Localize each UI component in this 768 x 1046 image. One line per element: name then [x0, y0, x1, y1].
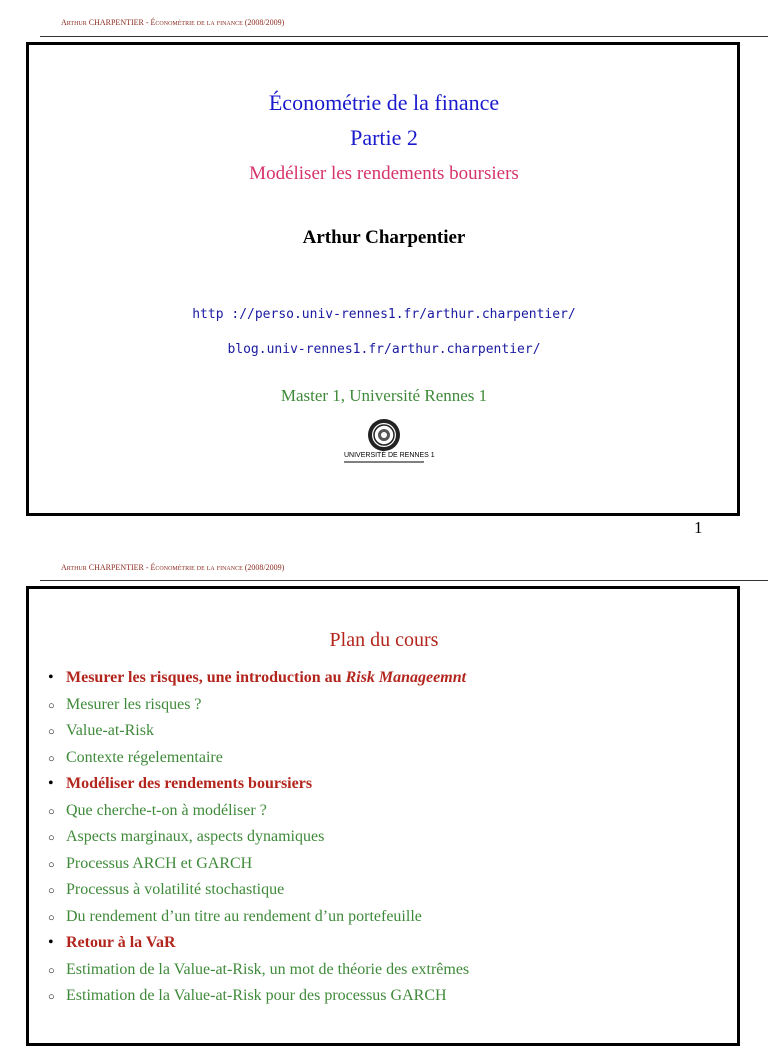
plan-item-text: Processus à volatilité stochastique [66, 881, 285, 898]
university-logo [344, 418, 435, 468]
header-rule-page2 [40, 580, 768, 581]
plan-item [48, 721, 154, 742]
plan-item-text: Processus ARCH et GARCH [66, 854, 253, 872]
university-logo-text: UNIVERSITÉ DE RENNES 1 [344, 452, 435, 459]
hollow-bullet-icon: ○ [48, 805, 55, 818]
plan-title: Plan du cours [329, 629, 439, 651]
filled-bullet-icon: • [48, 934, 54, 951]
plan-item [48, 774, 312, 794]
plan-item [48, 748, 223, 769]
page-title: Économétrie de la finance [268, 90, 500, 115]
plan-item [48, 854, 252, 875]
filled-bullet-icon: • [48, 669, 54, 686]
plan-item [48, 933, 176, 953]
plan-item-text: Modéliser des rendements boursiers [66, 775, 313, 792]
plan-item-text: Que cherche-t-on à modéliser ? [66, 801, 267, 819]
part-title: Partie 2 [350, 125, 418, 150]
plan-item [48, 668, 466, 688]
blog-url-link[interactable]: blog.univ-rennes1.fr/arthur.charpentier/ [227, 342, 541, 357]
plan-item-text: Du rendement d’un titre au rendement d’un portefeuille [66, 907, 422, 925]
filled-bullet-icon: • [48, 775, 54, 792]
hollow-bullet-icon: ○ [48, 858, 55, 871]
plan-item-text: Mesurer les risques, une introduction au [66, 669, 346, 686]
hollow-bullet-icon: ○ [48, 699, 55, 712]
author-name: Arthur Charpentier [302, 227, 466, 248]
hollow-bullet-icon: ○ [48, 911, 55, 924]
hollow-bullet-icon: ○ [48, 964, 55, 977]
plan-item [48, 801, 267, 822]
page-number: 1 [694, 518, 703, 537]
running-header: Arthur CHARPENTIER - Économétrie de la finance (2008/2009) [61, 18, 285, 27]
hollow-bullet-icon: ○ [48, 726, 55, 738]
plan-item-text: Retour à la VaR [66, 934, 176, 951]
plan-item [48, 695, 202, 716]
hollow-bullet-icon: ○ [48, 752, 55, 765]
subtitle: Modéliser les rendements boursiers [249, 163, 519, 184]
plan-item-text: Contexte régelementaire [66, 748, 223, 766]
plan-item [48, 880, 284, 901]
hollow-bullet-icon: ○ [48, 885, 55, 897]
university-seal-icon [344, 418, 435, 468]
plan-item-text: Estimation de la Value-at-Risk, un mot de théorie des extrêmes [66, 960, 470, 978]
plan-item-text: Estimation de la Value-at-Risk pour des processus GARCH [66, 987, 447, 1004]
plan-item [48, 960, 469, 981]
plan-item [48, 827, 324, 848]
plan-item-text: Value-at-Risk [66, 722, 154, 739]
running-header-page2: Arthur CHARPENTIER - Économétrie de la finance (2008/2009) [61, 563, 285, 572]
plan-item [48, 986, 447, 1007]
personal-url-link[interactable]: http ://perso.univ-rennes1.fr/arthur.charpentier/ [192, 307, 576, 322]
plan-item [48, 907, 422, 928]
header-rule [40, 36, 768, 37]
hollow-bullet-icon: ○ [48, 991, 55, 1003]
affiliation: Master 1, Université Rennes 1 [280, 386, 488, 405]
hollow-bullet-icon: ○ [48, 832, 55, 844]
plan-item-text: Aspects marginaux, aspects dynamiques [66, 828, 325, 845]
plan-item-text: Mesurer les risques ? [66, 695, 202, 713]
plan-item-italic-text: Risk Manageemnt [345, 669, 467, 686]
